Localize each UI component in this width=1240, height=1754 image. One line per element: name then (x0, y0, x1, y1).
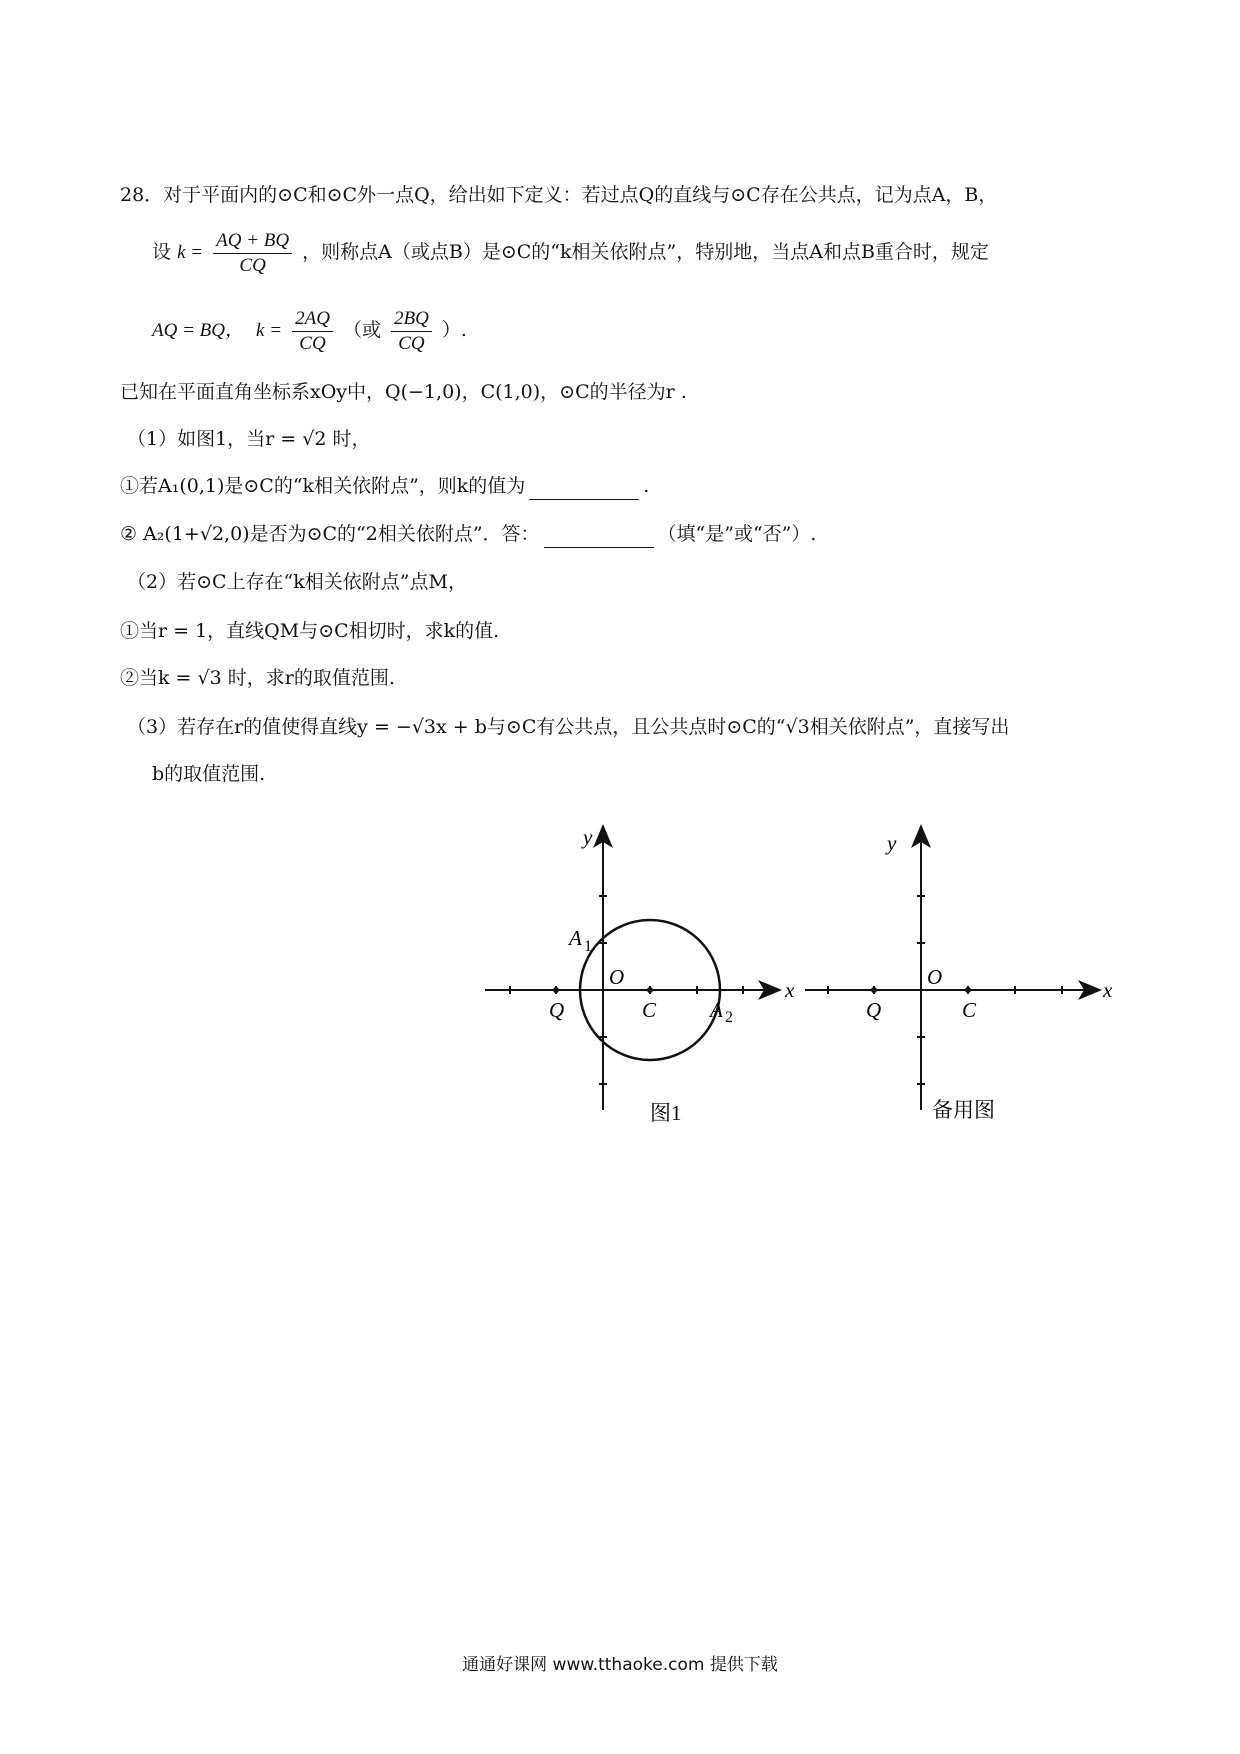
special-k: k = (256, 320, 283, 341)
special-or: （或 (342, 319, 381, 341)
special-eq: AQ = BQ， (152, 320, 244, 341)
special-fraction-2 (391, 307, 432, 356)
def-k: k = (177, 242, 204, 263)
point-q (553, 987, 559, 993)
known-conditions: 已知在平面直角坐标系xOy中，Q(−1,0)，C(1,0)，⊙C的半径为r . (120, 381, 687, 403)
answer-blank-2[interactable] (544, 527, 654, 548)
special-numerator-2: 2BQ (391, 307, 432, 332)
fig2-y-label: y (887, 831, 897, 855)
fig1-y-label: y (583, 825, 593, 849)
fig2-origin-label: O (927, 965, 943, 989)
fig1-a1-label: A (569, 926, 582, 950)
answer-blank-1[interactable] (529, 479, 639, 500)
part1-q1-end: . (643, 475, 650, 497)
figure-2 (800, 815, 1120, 1135)
problem-intro: 28．对于平面内的⊙C和⊙C外一点Q，给出如下定义：若过点Q的直线与⊙C存在公共点，记为点A，B， (120, 184, 998, 206)
special-fraction-1 (292, 307, 333, 356)
part3-line1: （3）若存在r的值使得直线y = −√3x + b与⊙C有公共点，且公共点时⊙C的“√3相关依附点”，直接写出 (127, 716, 1010, 738)
part1-question2 (120, 520, 816, 548)
part1-question1 (120, 472, 649, 500)
special-case-line (152, 300, 467, 361)
def-prefix: 设 (152, 241, 172, 263)
special-end: ）. (441, 319, 467, 341)
fig1-origin-label: O (609, 965, 625, 989)
fig1-a2-label: A (710, 998, 723, 1022)
fig1-c-label: C (642, 998, 657, 1022)
fig2-q-label: Q (866, 998, 882, 1022)
fig1-caption: 图1 (650, 1101, 682, 1125)
fig2-c-label: C (962, 998, 977, 1022)
part2-question2: ②当k = √3 时，求r的取值范围. (120, 667, 395, 689)
point-c (647, 987, 653, 993)
definition-line (152, 222, 989, 283)
fig1-x-label: x (785, 978, 795, 1002)
fig1-q-label: Q (549, 998, 565, 1022)
special-denominator-2: CQ (398, 332, 425, 354)
fig2-x-label: x (1103, 978, 1113, 1002)
figure-1 (480, 815, 800, 1135)
special-numerator-1: 2AQ (292, 307, 333, 332)
def-suffix: ，则称点A（或点B）是⊙C的“k相关依附点”，特别地，当点A和点B重合时，规定 (302, 241, 989, 263)
fig1-a1-sub: 1 (584, 938, 592, 955)
footer-source: 通通好课网 www.tthaoke.com 提供下载 (462, 1655, 778, 1675)
part1-q2-end: （填“是”或“否”）. (657, 523, 817, 545)
special-denominator-1: CQ (299, 332, 326, 354)
part1-heading: （1）如图1，当r = √2 时， (127, 428, 371, 450)
fig2-caption: 备用图 (932, 1098, 995, 1122)
part2-heading: （2）若⊙C上存在“k相关依附点”点M， (127, 571, 467, 593)
def-numerator: AQ + BQ (213, 229, 292, 254)
point-q (871, 987, 877, 993)
fig1-a2-sub: 2 (725, 1009, 733, 1026)
def-fraction (213, 229, 292, 278)
part1-q1-text: ①若A₁(0,1)是⊙C的“k相关依附点”，则k的值为 (120, 475, 526, 497)
part1-q2-text: ② A₂(1+√2,0)是否为⊙C的“2相关依附点”．答： (120, 523, 540, 545)
point-c (965, 987, 971, 993)
part2-question1: ①当r = 1，直线QM与⊙C相切时，求k的值. (120, 620, 500, 642)
def-denominator: CQ (239, 254, 266, 276)
part3-line2: b的取值范围. (152, 763, 266, 785)
